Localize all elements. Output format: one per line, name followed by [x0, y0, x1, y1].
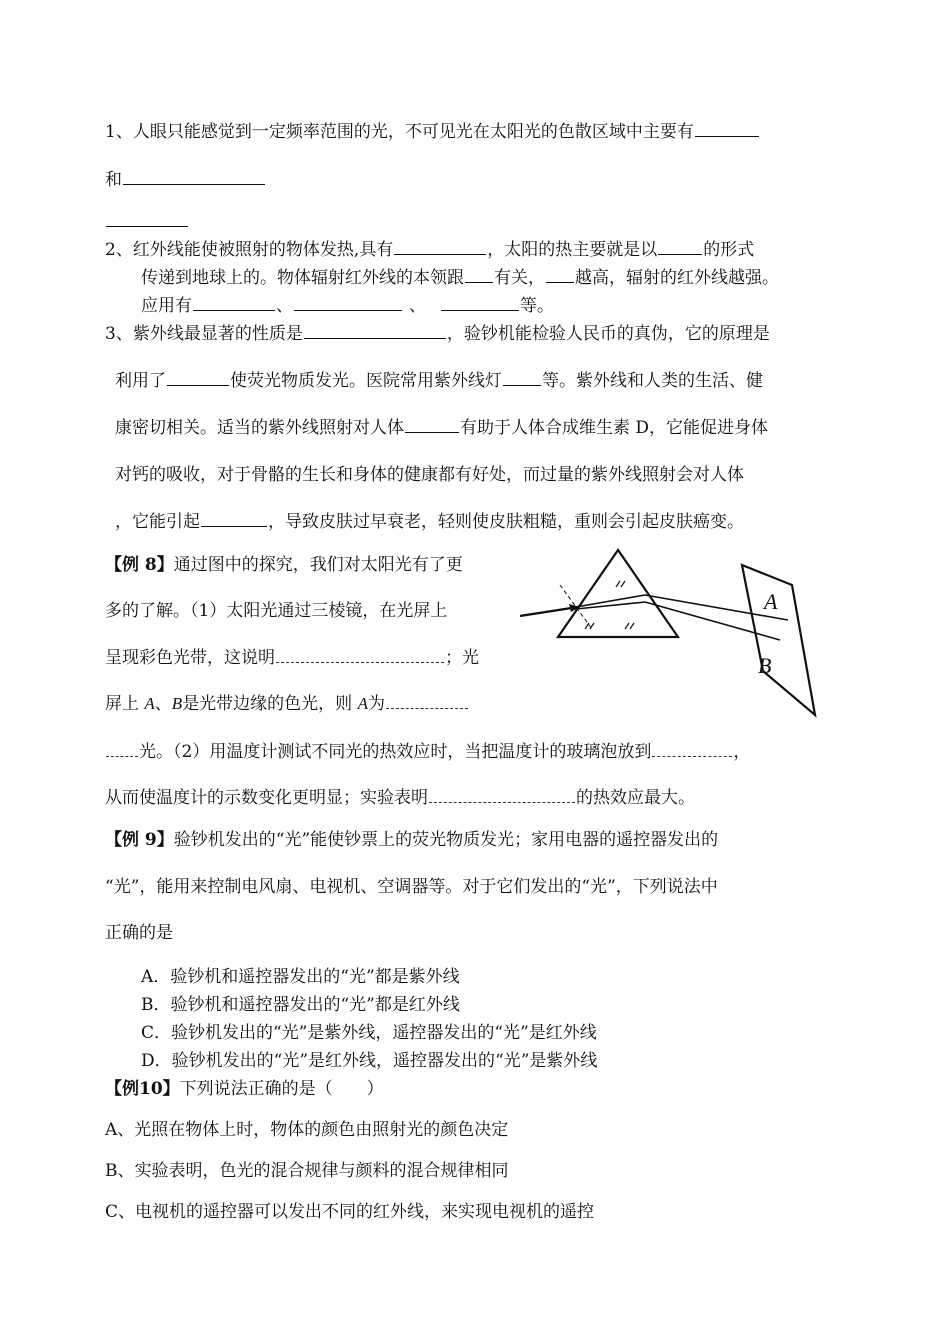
q2-text-3d: 等。 — [520, 296, 554, 316]
q3-text-2c: 等。紫外线和人类的生活、健 — [542, 371, 763, 391]
ex8-line6 — [105, 786, 695, 810]
screen-label-a: A — [764, 589, 778, 614]
q2-text-1a: 2、红外线能使被照射的物体发热,具有 — [105, 240, 394, 260]
q2-blank-5[interactable] — [193, 294, 275, 311]
q2-text-2a: 传递到地球上的。物体辐射红外线的本领跟 — [141, 268, 464, 288]
q2-text-3a: 应用有 — [141, 296, 192, 316]
ex8-blank-2[interactable] — [386, 692, 468, 709]
ex8-blank-4[interactable] — [652, 740, 732, 757]
q1-line3 — [105, 210, 189, 234]
ex9-option-a[interactable]: A．验钞机和遥控器发出的“光”都是紫外线 — [141, 967, 460, 987]
q1-line1 — [105, 120, 760, 144]
q3-blank-1[interactable] — [304, 322, 446, 339]
ex10-tag: 【例10】 — [105, 1079, 180, 1099]
ex10-option-a[interactable]: A、光照在物体上时，物体的颜色由照射光的颜色决定 — [105, 1120, 509, 1140]
q1-line2 — [105, 168, 266, 192]
ex9-line3 — [105, 921, 173, 945]
q2-line1 — [105, 238, 754, 262]
q3-blank-5[interactable] — [201, 510, 267, 527]
q1-blank-2[interactable] — [123, 168, 265, 185]
q3-line2 — [115, 369, 763, 393]
ex9-option-d[interactable]: D．验钞机发出的“光”是红外线，遥控器发出的“光”是紫外线 — [141, 1051, 598, 1071]
ex8-text-4B: B — [171, 694, 183, 713]
q3-text-3a: 康密切相关。适当的紫外线照射对人体 — [115, 418, 404, 438]
q2-text-3c: 、 — [409, 296, 426, 316]
q2-blank-2[interactable] — [658, 238, 702, 255]
prism-triangle — [558, 550, 678, 637]
ex8-line3 — [105, 646, 479, 670]
q2-blank-3[interactable] — [465, 266, 493, 283]
ex8-text-6a: 从而使温度计的示数变化更明显；实验表明 — [105, 788, 428, 808]
ex8-text-1: 通过图中的探究，我们对太阳光有了更 — [173, 555, 463, 575]
ex8-text-3a: 呈现彩色光带，这说明 — [105, 648, 275, 668]
ex8-text-3b: ；光 — [445, 648, 479, 668]
ex8-blank-5[interactable] — [429, 786, 575, 803]
ex9-text-1: 验钞机发出的“光”能使钞票上的荧光物质发光；家用电器的遥控器发出的 — [173, 830, 719, 850]
q1-blank-1[interactable] — [695, 120, 759, 137]
ex8-text-6b: 的热效应最大。 — [576, 788, 695, 808]
q3-text-1a: 3、紫外线最显著的性质是 — [105, 324, 303, 344]
q2-text-2c: 越高，辐射的红外线越强。 — [575, 268, 779, 288]
q3-line1 — [105, 322, 770, 346]
q2-line3 — [141, 294, 554, 318]
q1-text-2: 和 — [105, 170, 122, 190]
ex8-text-4b: 、 — [154, 694, 172, 714]
ex8-text-4d: 为 — [367, 694, 385, 714]
q3-text-5a: ，它能引起 — [115, 512, 200, 532]
ex8-line4 — [105, 692, 469, 716]
ex8-text-2: 多的了解。（1）太阳光通过三棱镜，在光屏上 — [105, 601, 448, 621]
ex10-stem: 下列说法正确的是（ ） — [179, 1079, 384, 1099]
q2-blank-1[interactable] — [394, 238, 486, 255]
ex8-text-4A: A — [144, 694, 155, 713]
ex9-text-3: 正确的是 — [105, 923, 173, 943]
ex8-blank-3[interactable] — [106, 740, 138, 757]
ex8-text-4a: 屏上 — [105, 694, 145, 714]
ex8-text-4A2: A — [357, 694, 368, 713]
incident-ray — [520, 607, 578, 616]
q2-text-3b: 、 — [276, 296, 293, 316]
q3-blank-3[interactable] — [503, 369, 541, 386]
screen-label-b: B — [758, 653, 772, 678]
q3-line5 — [115, 510, 744, 534]
ex8-text-4c: 是光带边缘的色光，则 — [182, 694, 358, 714]
q2-line2 — [141, 266, 779, 290]
q3-text-1b: ，验钞机能检验人民币的真伪，它的原理是 — [446, 324, 770, 344]
ex8-blank-1[interactable] — [276, 646, 444, 663]
q3-text-2b: 使荧光物质发光。医院常用紫外线灯 — [230, 371, 502, 391]
ex8-line1 — [105, 553, 463, 577]
q2-text-1c: 的形式 — [703, 240, 755, 260]
ex10-option-c[interactable]: C、电视机的遥控器可以发出不同的红外线，来实现电视机的遥控 — [105, 1202, 595, 1222]
dispersed-ray-b — [645, 602, 780, 640]
ex8-text-5b: ， — [733, 742, 751, 762]
prism-diagram — [520, 545, 825, 720]
ex9-tag: 【例 9】 — [105, 830, 174, 850]
q3-blank-4[interactable] — [405, 416, 459, 433]
q3-line3 — [115, 416, 768, 440]
q2-text-2b: 有关， — [494, 268, 545, 288]
ex9-option-c[interactable]: C．验钞机发出的“光”是紫外线，遥控器发出的“光”是红外线 — [141, 1023, 597, 1043]
ex9-line2 — [105, 875, 718, 899]
q3-text-4: 对钙的吸收，对于骨骼的生长和身体的健康都有好处，而过量的紫外线照射会对人体 — [115, 465, 744, 485]
q3-blank-2[interactable] — [167, 369, 229, 386]
q2-text-1b: ，太阳的热主要就是以 — [487, 240, 658, 260]
q3-text-5b: ，导致皮肤过早衰老，轻则使皮肤粗糙，重则会引起皮肤癌变。 — [268, 512, 744, 532]
q2-blank-7[interactable] — [441, 294, 519, 311]
q2-blank-6[interactable] — [294, 294, 402, 311]
ex9-text-2: “光”，能用来控制电风扇、电视机、空调器等。对于它们发出的“光”，下列说法中 — [105, 877, 718, 897]
ex10-option-b[interactable]: B、实验表明，色光的混合规律与颜料的混合规律相同 — [105, 1161, 509, 1181]
q1-text-1: 1、人眼只能感觉到一定频率范围的光，不可见光在太阳光的色散区域中主要有 — [105, 122, 694, 142]
ex9-option-b[interactable]: B．验钞机和遥控器发出的“光”都是红外线 — [141, 995, 460, 1015]
ex8-line2 — [105, 599, 447, 623]
q1-blank-3[interactable] — [106, 210, 188, 227]
ex8-text-5a: 光。（2）用温度计测试不同光的热效应时，当把温度计的玻璃泡放到 — [139, 742, 652, 762]
q3-line4 — [115, 463, 744, 487]
q3-text-3b: 有助于人体合成维生素 D，它能促进身体 — [460, 418, 769, 438]
q2-blank-4[interactable] — [546, 266, 574, 283]
q3-text-2a: 利用了 — [115, 371, 166, 391]
ex10-stem-line — [105, 1077, 384, 1101]
ex8-line5 — [105, 740, 750, 764]
ex8-tag: 【例 8】 — [105, 555, 174, 575]
ex9-line1 — [105, 828, 718, 852]
